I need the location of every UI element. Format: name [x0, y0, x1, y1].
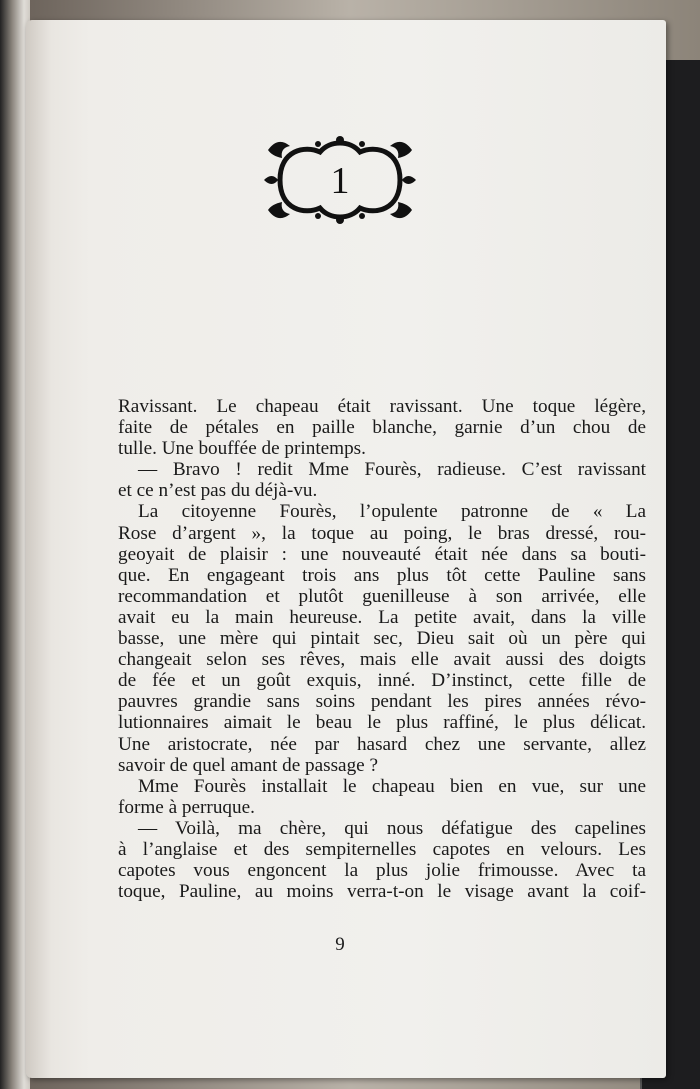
text-line: savoir de quel amant de passage ?	[118, 754, 378, 776]
body-text	[118, 396, 646, 902]
text-line: Mme Fourès installait le chapeau bien en vue, sur une	[138, 775, 646, 797]
text-line: lutionnaires aimait le beau le plus raffiné, le plus délicat.	[118, 712, 646, 734]
text-line: La citoyenne Fourès, l’opulente patronne de « La	[138, 501, 646, 523]
text-line: changeait selon ses rêves, mais elle avait aussi des doigts	[118, 649, 646, 671]
page-number: 9	[335, 934, 345, 955]
text-line: basse, une mère qui pintait sec, Dieu sait où un père qui	[118, 628, 646, 650]
text-line: avait eu la main heureuse. La petite avait, dans la ville	[118, 606, 646, 628]
chapter-ornament-icon	[260, 130, 420, 230]
text-line: recommandation et plutôt guenilleuse à son arrivée, elle	[118, 585, 646, 607]
text-line: pauvres grandie sans soins pendant les pires années révo-	[118, 691, 646, 713]
text-line: et ce n’est pas du déjà-vu.	[118, 480, 318, 502]
chapter-number: 1	[330, 160, 350, 202]
text-line: à l’anglaise et des sempiternelles capotes en velours. Les	[118, 838, 646, 860]
text-line: — Voilà, ma chère, qui nous défatigue des capelines	[138, 817, 646, 839]
text-line: geoyait de plaisir : une nouveauté était née dans sa bouti-	[118, 543, 646, 565]
text-line: capotes vous engoncent la plus jolie frimousse. Avec ta	[118, 860, 646, 882]
text-line: Rose d’argent », la toque au poing, le bras dressé, rou-	[118, 522, 646, 544]
text-line: Une aristocrate, née par hasard chez une servante, allez	[118, 733, 646, 755]
text-line: toque, Pauline, au moins verra-t-on le visage avant la coif-	[118, 881, 646, 903]
text-line: faite de pétales en paille blanche, garnie d’un chou de	[118, 417, 646, 439]
text-line: Ravissant. Le chapeau était ravissant. Une toque légère,	[118, 396, 646, 417]
text-line: — Bravo ! redit Mme Fourès, radieuse. C’est ravissant	[138, 459, 646, 481]
text-line: forme à perruque.	[118, 796, 255, 818]
text-line: de fée et un goût exquis, inné. D’instinct, cette fille de	[118, 670, 646, 692]
text-line: que. En engageant trois ans plus tôt cette Pauline sans	[118, 564, 646, 586]
text-line: tulle. Une bouffée de printemps.	[118, 438, 366, 460]
